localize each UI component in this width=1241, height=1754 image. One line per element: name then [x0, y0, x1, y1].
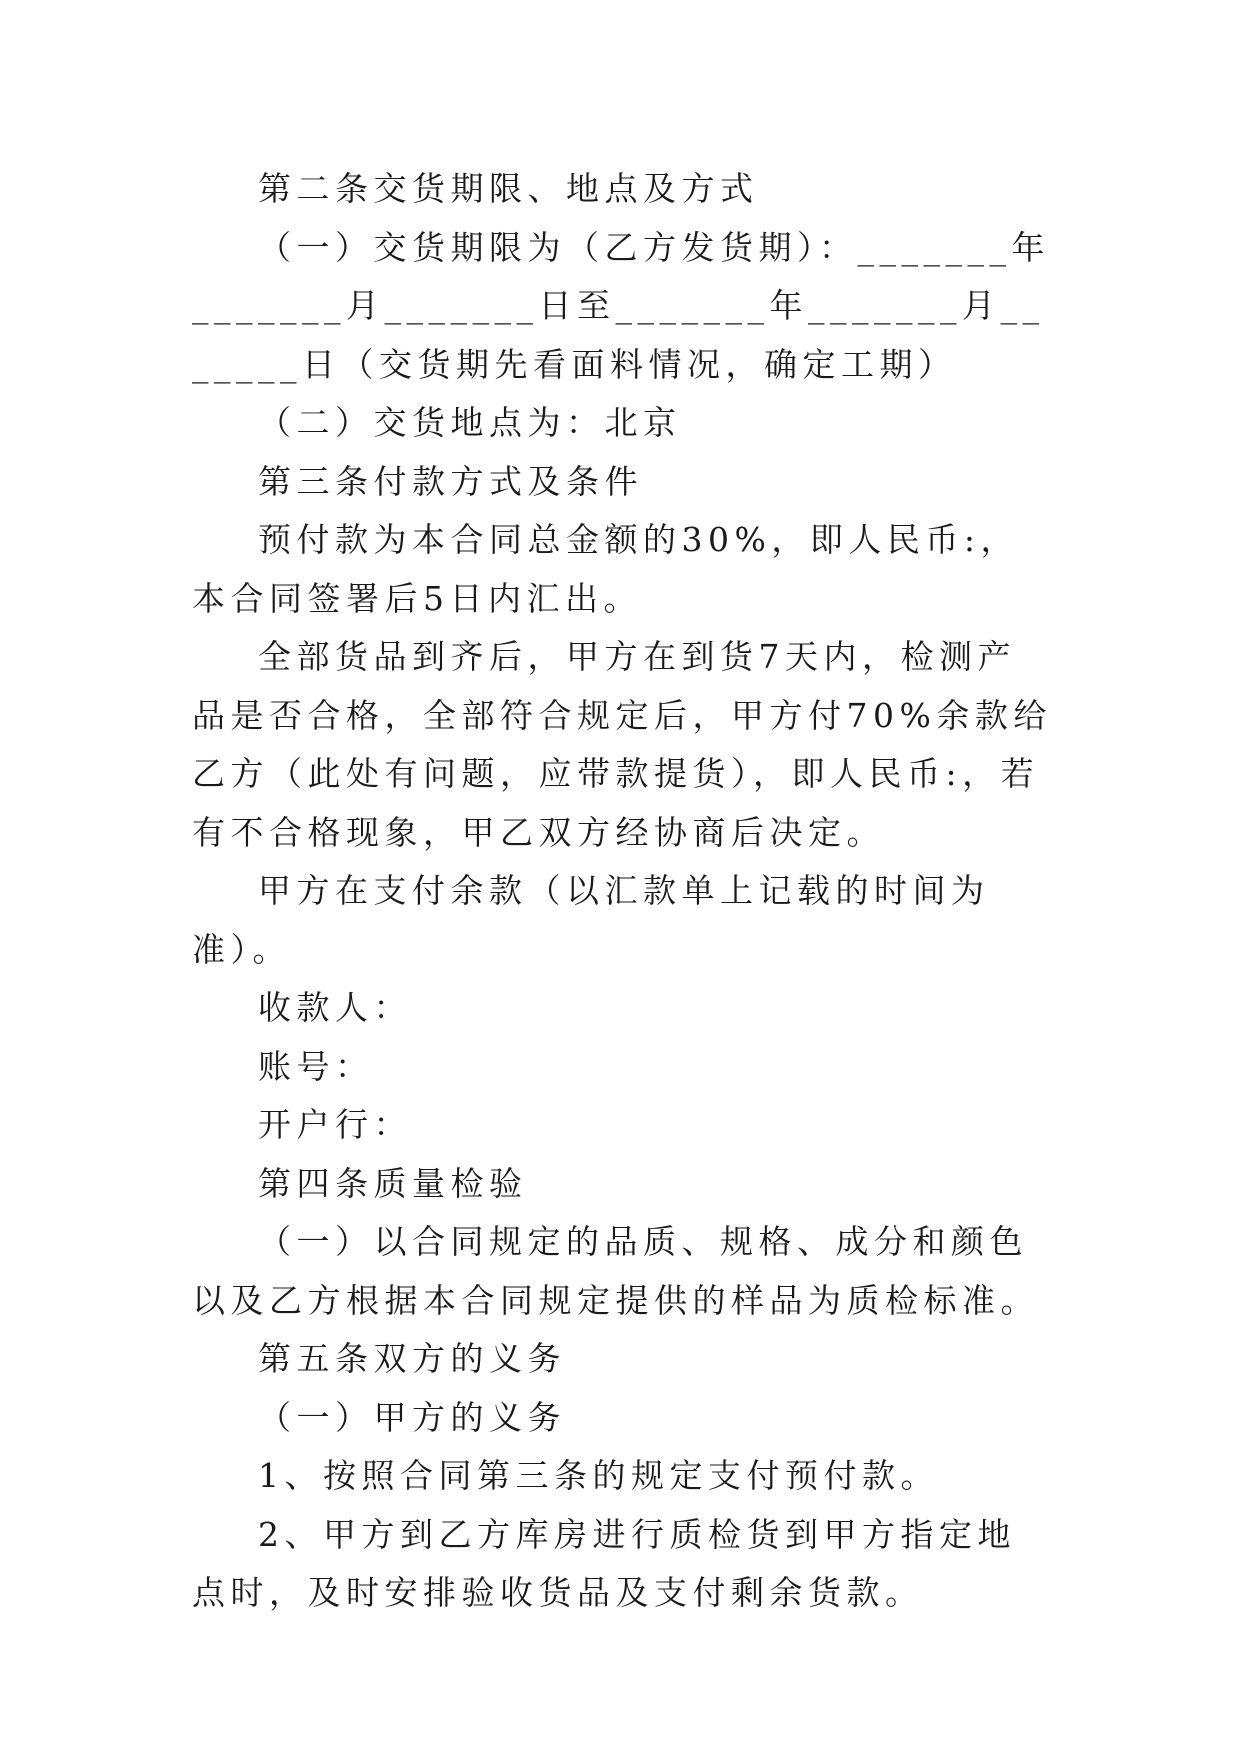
balance-payment-clause: 全部货品到齐后，甲方在到货7天内，检测产品是否合格，全部符合规定后，甲方付70%余款给乙方（此处有问题，应带款提货），即人民币:，若有不合格现象，甲乙双方经协商后决定。 — [192, 637, 1052, 852]
obligation-item-1: 1、按照合同第三条的规定支付预付款。 — [258, 1456, 939, 1495]
balance-timing-clause: 甲方在支付余款（以汇款单上记载的时间为准）。 — [192, 871, 990, 969]
party-a-obligations-heading: （一）甲方的义务 — [258, 1397, 566, 1437]
obligation-item-2: 2、甲方到乙方库房进行质检货到甲方指定地点时，及时安排验收货品及支付剩余货款。 — [192, 1514, 1016, 1612]
article-2-heading: 第二条交货期限、地点及方式 — [258, 169, 759, 208]
article-3-heading: 第三条付款方式及条件 — [258, 461, 643, 501]
delivery-location-clause: （二）交货地点为：北京 — [258, 403, 682, 442]
payee-field: 收款人： — [258, 988, 412, 1027]
bank-field: 开户行： — [258, 1105, 412, 1144]
document-body — [192, 160, 1052, 1623]
article-4-heading: 第四条质量检验 — [258, 1163, 528, 1203]
delivery-period-clause: （一）交货期限为（乙方发货期）：_______年_______月_______日至_______年_______月_______日（交货期先看面料情况，确定工期） — [192, 227, 1050, 384]
quality-standard-clause: （一）以合同规定的品质、规格、成分和颜色以及乙方根据本合同规定提供的样品为质检标准。 — [192, 1222, 1039, 1320]
advance-payment-clause: 预付款为本合同总金额的30%，即人民币:，本合同签署后5日内汇出。 — [192, 520, 1019, 618]
account-number-field: 账号： — [258, 1046, 374, 1086]
article-5-heading: 第五条双方的义务 — [258, 1339, 566, 1378]
